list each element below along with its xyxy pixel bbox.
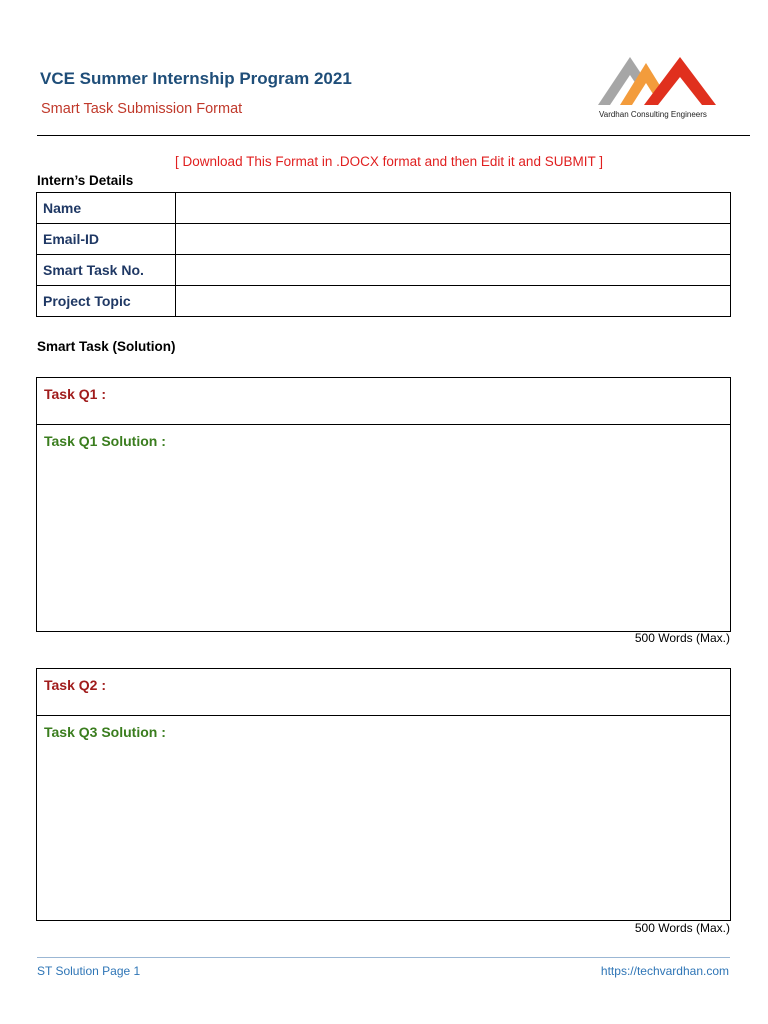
footer-website-link[interactable]: https://techvardhan.com (600, 964, 729, 978)
project-topic-field[interactable] (176, 286, 731, 317)
smart-task-heading: Smart Task (Solution) (37, 339, 176, 354)
task-solution-1[interactable]: Task Q1 Solution : (44, 433, 166, 449)
interns-details-heading: Intern’s Details (37, 173, 134, 188)
task-box-2 (36, 668, 731, 921)
email-label: Email-ID (37, 224, 176, 255)
task-question-1[interactable]: Task Q1 : (37, 378, 730, 425)
table-row (37, 224, 731, 255)
name-field[interactable] (176, 193, 731, 224)
email-field[interactable] (176, 224, 731, 255)
smart-task-no-field[interactable] (176, 255, 731, 286)
mountain-peaks-logo-icon (596, 55, 720, 111)
task-question-2[interactable]: Task Q2 : (37, 669, 730, 716)
project-topic-label: Project Topic (37, 286, 176, 317)
table-row (37, 193, 731, 224)
interns-details-table (36, 192, 731, 317)
footer-page-label: ST Solution Page 1 (37, 964, 141, 978)
smart-task-no-label: Smart Task No. (37, 255, 176, 286)
word-limit-2: 500 Words (Max.) (634, 921, 730, 935)
header-divider (37, 135, 750, 136)
document-title: VCE Summer Internship Program 2021 (40, 69, 352, 88)
footer-divider (37, 957, 730, 958)
table-row (37, 286, 731, 317)
table-row (37, 255, 731, 286)
download-notice: [ Download This Format in .DOCX format and then Edit it and SUBMIT ] (175, 154, 603, 169)
name-label: Name (37, 193, 176, 224)
word-limit-1: 500 Words (Max.) (634, 631, 730, 645)
task-box-1 (36, 377, 731, 632)
company-logo (596, 55, 720, 123)
logo-caption: Vardhan Consulting Engineers (599, 110, 707, 119)
document-subtitle: Smart Task Submission Format (41, 101, 243, 117)
task-solution-2[interactable]: Task Q3 Solution : (44, 724, 166, 740)
